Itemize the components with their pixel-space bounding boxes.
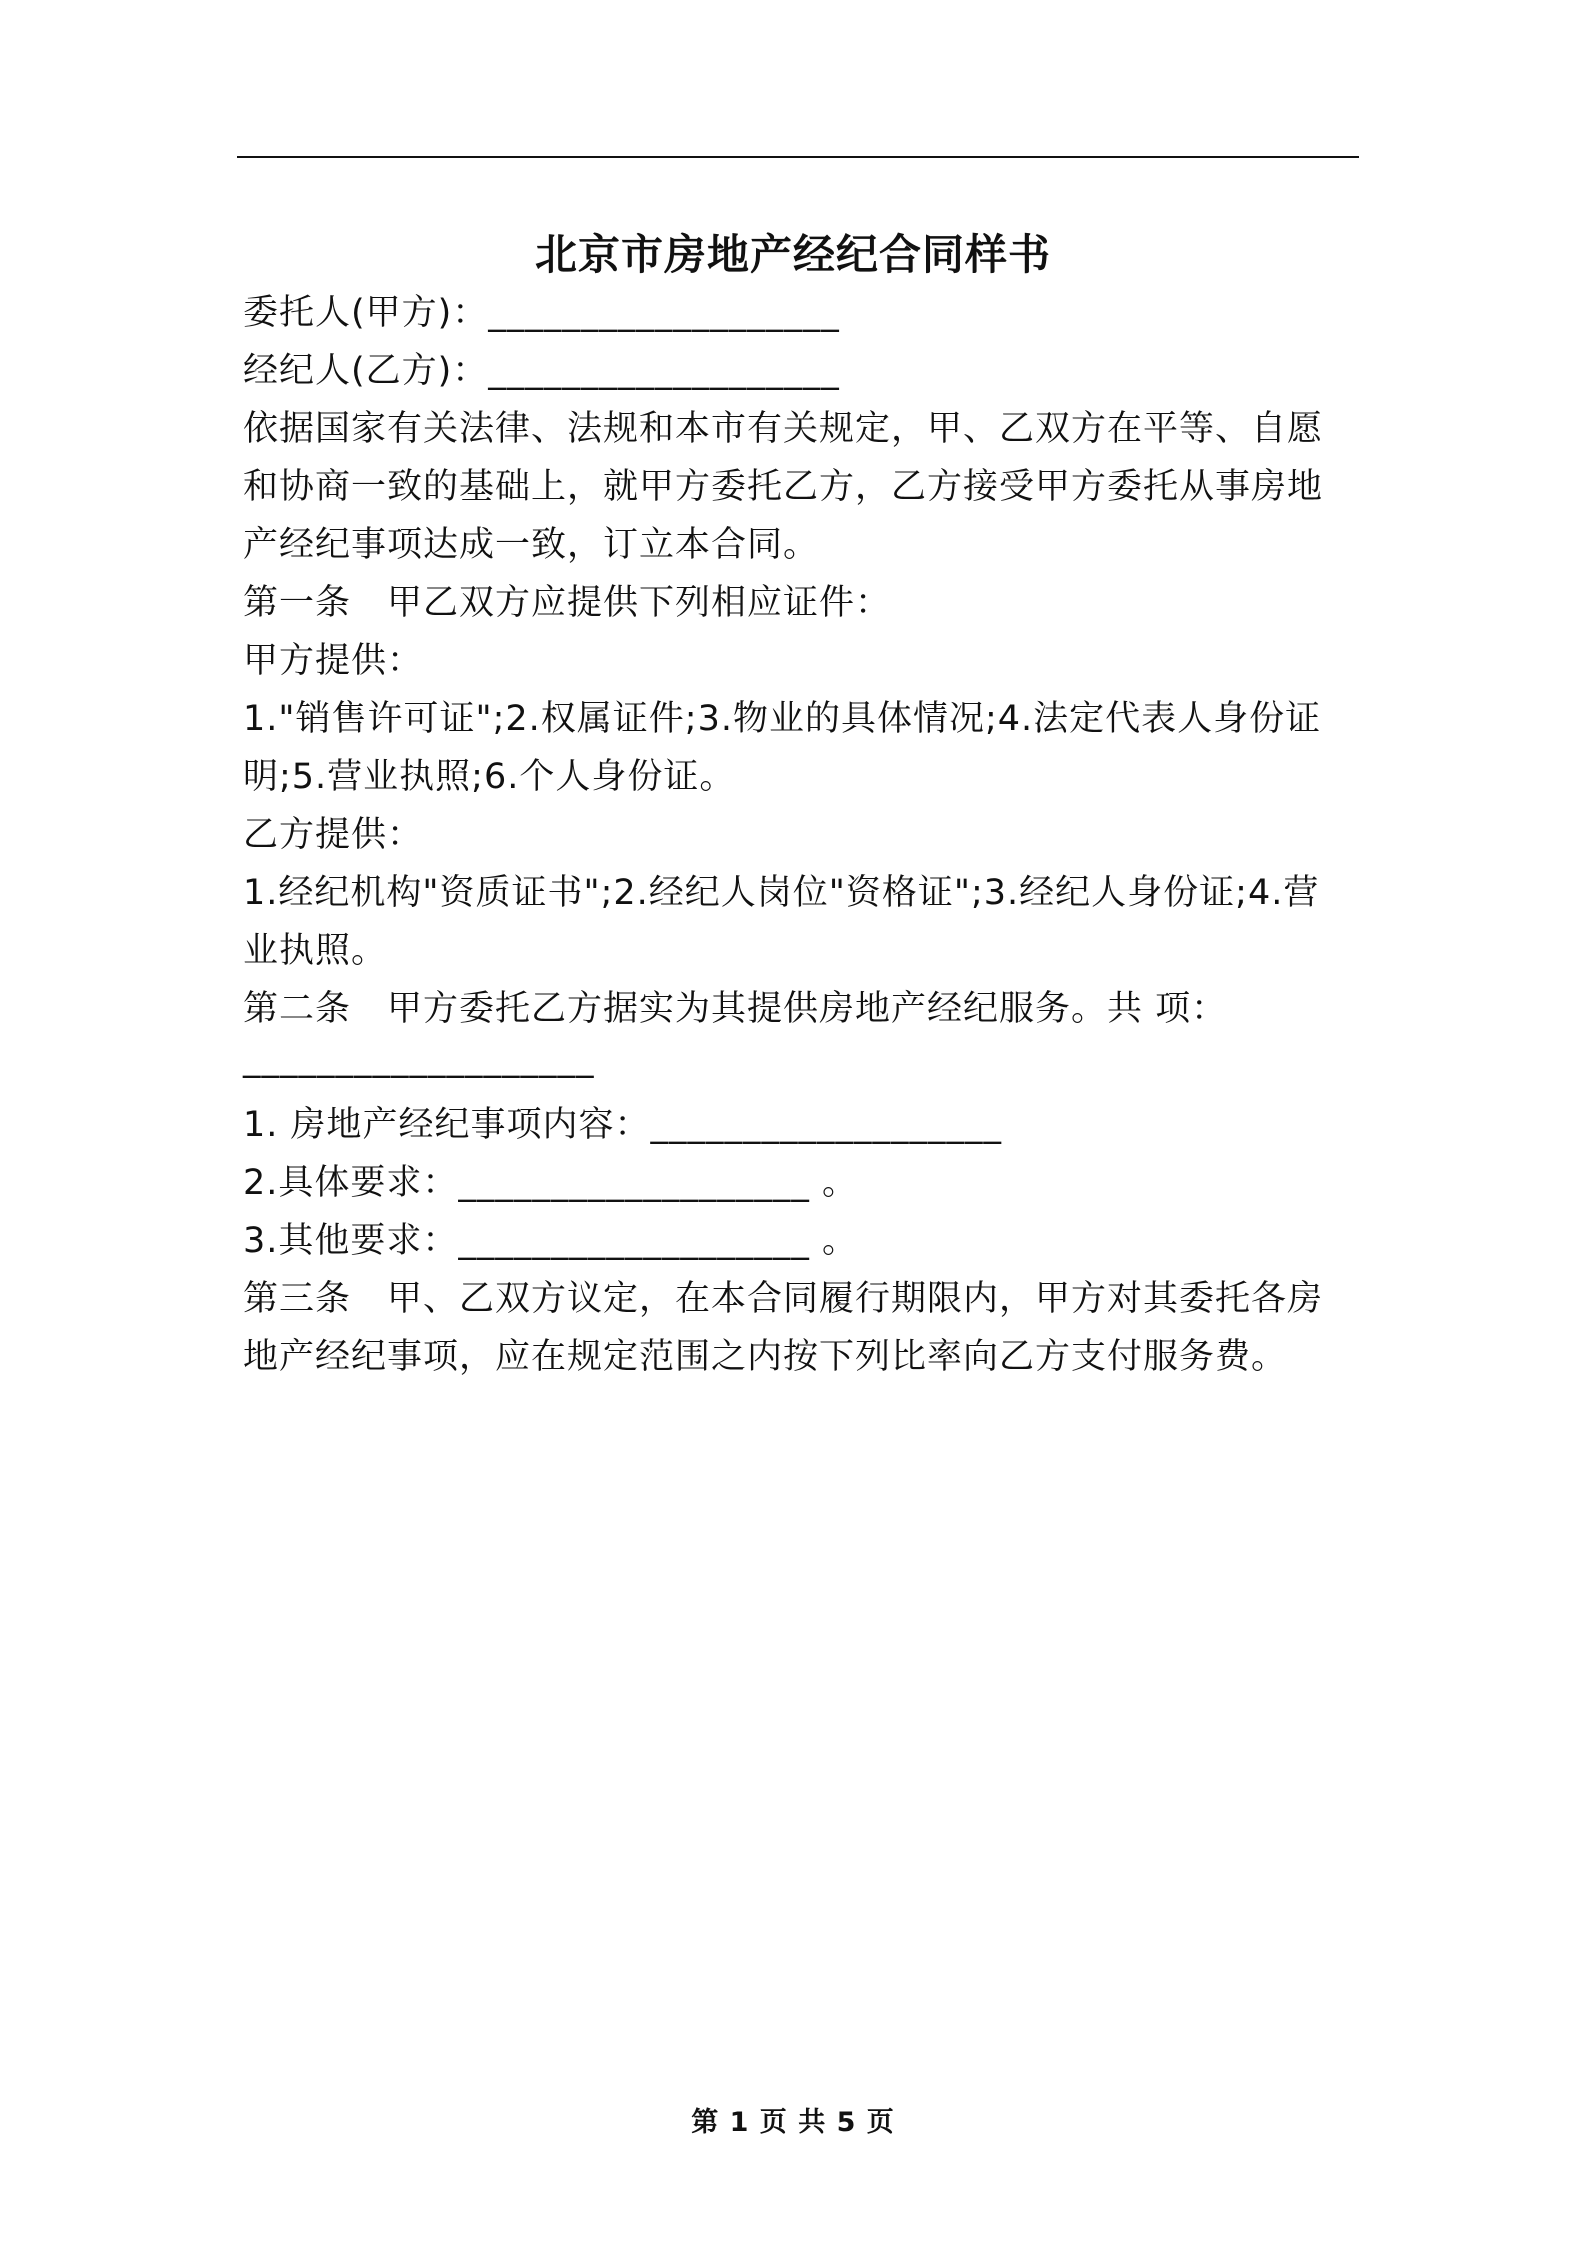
article-2-blank: ___________________: [243, 1039, 595, 1079]
party-b-line: 经纪人(乙方)：___________________: [243, 351, 840, 391]
party-b-docs-line-2: 业执照。: [243, 931, 388, 971]
header-rule: [237, 156, 1359, 158]
party-b-docs-line-1: 1.经纪机构"资质证书";2.经纪人岗位"资格证";3.经纪人身份证;4.营: [243, 873, 1320, 913]
preamble-line-2: 和协商一致的基础上，就甲方委托乙方，乙方接受甲方委托从事房地: [243, 467, 1324, 507]
document-title: 北京市房地产经纪合同样书: [534, 230, 1051, 279]
article-3-line-2: 地产经纪事项，应在规定范围之内按下列比率向乙方支付服务费。: [243, 1337, 1288, 1377]
party-a-provides-label: 甲方提供：: [243, 641, 424, 681]
preamble-line-3: 产经纪事项达成一致，订立本合同。: [243, 525, 820, 565]
article-1-heading: 第一条 甲乙双方应提供下列相应证件：: [243, 583, 892, 623]
preamble-line-1: 依据国家有关法律、法规和本市有关规定，甲、乙双方在平等、自愿: [243, 409, 1324, 449]
service-content-line: 1. 房地产经纪事项内容：___________________: [243, 1105, 1003, 1145]
other-requirements-line: 3.其他要求：___________________ 。: [243, 1221, 859, 1261]
specific-requirements-line: 2.具体要求：___________________ 。: [243, 1163, 859, 1203]
article-2-heading: 第二条 甲方委托乙方据实为其提供房地产经纪服务。共 项：: [243, 989, 1228, 1029]
party-a-docs-line-1: 1."销售许可证";2.权属证件;3.物业的具体情况;4.法定代表人身份证: [243, 699, 1322, 739]
page-footer: 第 1 页 共 5 页: [691, 2107, 895, 2138]
party-a-docs-line-2: 明;5.营业执照;6.个人身份证。: [243, 757, 736, 797]
party-a-line: 委托人(甲方)：___________________: [243, 293, 840, 333]
article-3-line-1: 第三条 甲、乙双方议定，在本合同履行期限内，甲方对其委托各房: [243, 1279, 1324, 1319]
party-b-provides-label: 乙方提供：: [243, 815, 424, 855]
